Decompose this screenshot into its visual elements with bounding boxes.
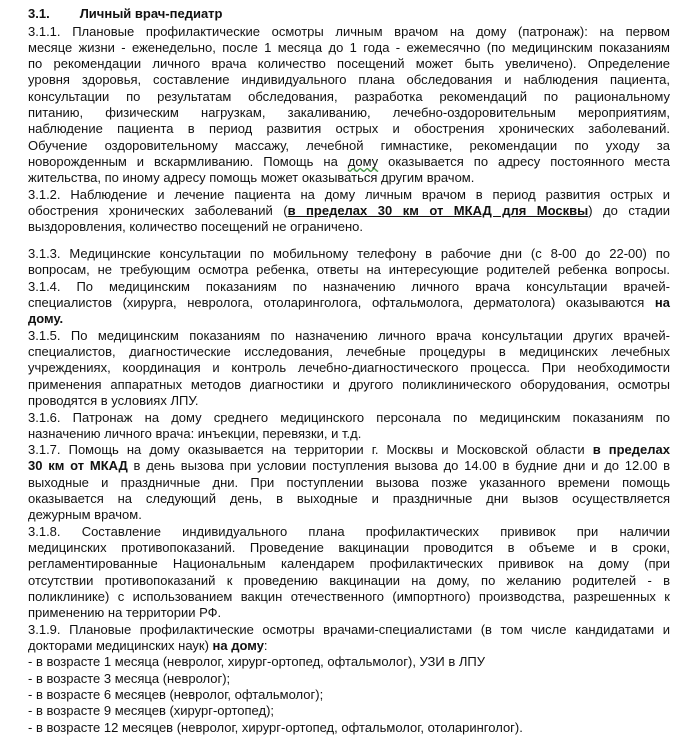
text-run: специалистов (хирурга, невролога, отоларинголога, офтальмолога, дерматолога) оказываются — [28, 295, 655, 310]
text-line: Обучение оздоровительному массажу, лечебной гимнастике, рекомендации по уходу за — [28, 138, 670, 153]
text-line: 3.1.6. Патронаж на дому среднего медицинского персонала по медицинским показаниям по — [28, 410, 670, 425]
text-line: отсутствии противопоказаний к проведению вакцинации на дому, по желанию родителей - в — [28, 573, 670, 588]
text-line: 3.1.3. Медицинские консультации по мобильному телефону в рабочие дни (с 8-00 до 22-00) по — [28, 246, 670, 261]
emphasis-text: на — [654, 295, 670, 310]
list-item: - в возрасте 6 месяцев (невролог, офтальмолог); — [28, 687, 324, 702]
section-heading — [28, 6, 670, 22]
text-line — [28, 638, 670, 654]
list-item: - в возрасте 9 месяцев (хирург-ортопед); — [28, 703, 275, 718]
text-line: применению на территории РФ. — [28, 605, 222, 620]
emphasis-text: в пределах — [592, 442, 670, 457]
text-line: выходные и праздничные дни. При поступлении вызова позже указанного времени помощь — [28, 475, 670, 490]
text-run: докторами медицинских наук) — [28, 638, 213, 653]
text-line: проводятся в условиях ЛПУ. — [28, 393, 199, 408]
section-title: Личный врач-педиатр — [79, 6, 223, 21]
text-line: медицинских противопоказаний. Проведение вакцинации проводится в объеме и в сроки, — [28, 540, 670, 555]
text-line: специалистов, диагностические исследования, лечебные процедуры в медицинских лечебных — [28, 344, 670, 359]
text-line: 3.1.4. По медицинским показаниям по назначению личного врача консультации врачей- — [28, 279, 670, 294]
text-run: ) до стадии — [588, 203, 670, 218]
list-item: - в возрасте 1 месяца (невролог, хирург-ортопед, офтальмолог), УЗИ в ЛПУ — [28, 654, 485, 669]
text-line: уровня здоровья, составление индивидуального плана обследования и наблюдения пациента, — [28, 72, 670, 87]
text-line: выздоровления, количество посещений не ограничено. — [28, 219, 364, 234]
text-run: обострения хронических заболеваний ( — [28, 203, 288, 218]
text-run: в день вызова при условии поступления вызова до 14.00 в будние дни и до 12.00 в — [127, 458, 670, 473]
spellcheck-word: дому — [347, 154, 379, 169]
text-line: 3.1.8. Составление индивидуального плана профилактических прививок при наличии — [28, 524, 670, 539]
text-run: оказывается по адресу постоянного места — [378, 154, 670, 169]
text-line: по рекомендации личного врача количество посещений может быть увеличено). Определение — [28, 56, 670, 71]
text-line: применения аппаратных методов диагностики и другого поликлинического оборудования, осмотры — [28, 377, 670, 392]
text-line: поликлинике) с использованием вакцин отечественного (импортного) производства, разрешенных к — [28, 589, 670, 604]
text-line: оказывается на следующий день, в выходные и праздничные дни вызов осуществляется — [28, 491, 670, 506]
list-item: - в возрасте 3 месяца (невролог); — [28, 671, 231, 686]
text-line — [28, 203, 670, 219]
text-line: наблюдение пациента в период развития острых и обострения хронических заболеваний. — [28, 121, 670, 136]
emphasis-text: в пределах 30 км от МКАД для Москвы — [287, 203, 589, 218]
text-line: месяце жизни - еженедельно, после 1 месяца до 1 года - ежемесячно (по медицинским показаниям — [28, 40, 670, 55]
text-line: вопросам, не требующим осмотра ребенка, ответы на интересующие родителей ребенка вопросы. — [28, 262, 670, 277]
emphasis-text: на дому — [212, 638, 264, 653]
text-line: регламентированные Национальным календарем профилактических прививок на дому (при — [28, 556, 670, 571]
text-line: питанию, физическим нагрузкам, закаливанию, лечебно-оздоровительным мероприятиям, — [28, 105, 670, 120]
list-item: - в возрасте 12 месяцев (невролог, хирург-ортопед, офтальмолог, отоларинголог). — [28, 720, 523, 735]
text-line — [28, 154, 670, 170]
text-line: консультации по результатам обследования, разработка рекомендаций по рациональному — [28, 89, 670, 104]
text-line: жительства, по иному адресу помощь может оказываться другим врачом. — [28, 170, 475, 185]
text-line — [28, 295, 670, 311]
text-run: : — [263, 638, 268, 653]
text-line: 3.1.5. По медицинским показаниям по назначению личного врача консультации других врачей- — [28, 328, 670, 343]
text-run: 3.1.7. Помощь на дому оказывается на территории г. Москвы и Московской области — [28, 442, 593, 457]
section-number: 3.1. — [28, 6, 50, 21]
text-line: 3.1.1. Плановые профилактические осмотры личным врачом на дому (патронаж): на первом — [28, 24, 670, 39]
emphasis-text: 30 км от МКАД — [28, 458, 128, 473]
text-line — [28, 458, 670, 474]
emphasis-text: дому. — [28, 311, 64, 326]
text-line: учреждениях, координация и контроль лечебно-диагностического процесса. При необходимости — [28, 360, 670, 375]
text-line: 3.1.9. Плановые профилактические осмотры врачами-специалистами (в том числе кандидатами и — [28, 622, 670, 637]
text-run: новорожденным и вскармливанию. Помощь на — [28, 154, 348, 169]
text-line: 3.1.2. Наблюдение и лечение пациента на дому личным врачом в период развития острых и — [28, 187, 670, 202]
text-line — [28, 442, 670, 458]
text-line: назначению личного врача: инъекции, перевязки, и т.д. — [28, 426, 362, 441]
text-line: дежурным врачом. — [28, 507, 142, 522]
